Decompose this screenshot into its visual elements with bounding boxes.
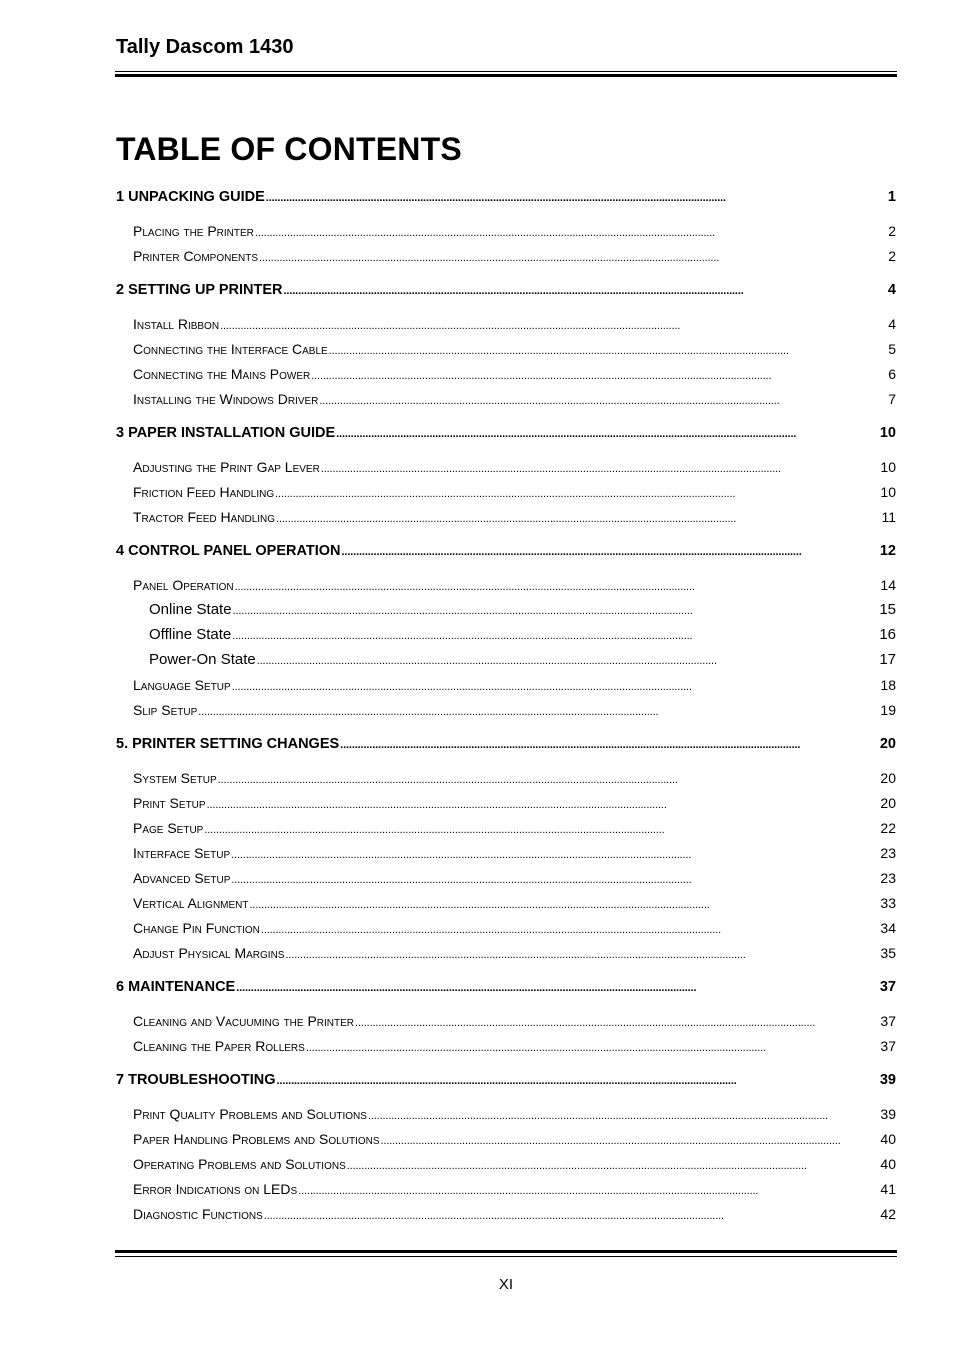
toc-entry-title: Connecting the Interface Cable	[133, 341, 328, 357]
toc-entry[interactable]	[133, 919, 896, 939]
toc-entry-page-number: 23	[880, 870, 896, 886]
toc-entry-title: 6 MAINTENANCE	[116, 979, 236, 995]
toc-entry-page-number: 5	[888, 341, 896, 357]
toc-entry[interactable]	[133, 1012, 896, 1032]
toc-entry-title: Cleaning the Paper Rollers	[133, 1038, 305, 1054]
toc-dot-leader	[264, 1207, 880, 1225]
toc-entry-title: System Setup	[133, 770, 217, 786]
toc-chapter-entry[interactable]	[116, 735, 896, 754]
toc-entry-page-number: 37	[880, 1038, 896, 1054]
toc-chapter-entry[interactable]	[116, 1071, 896, 1090]
toc-entry-title: Install Ribbon	[133, 316, 220, 332]
toc-dot-leader	[236, 979, 879, 997]
toc-entry[interactable]	[133, 1180, 896, 1200]
toc-entry-page-number: 10	[879, 425, 896, 441]
toc-dot-leader	[235, 578, 880, 596]
toc-entry-page-number: 23	[880, 845, 896, 861]
footer-page-number: XI	[498, 1276, 514, 1293]
toc-dot-leader	[266, 189, 887, 207]
toc-entry-title: Printer Components	[133, 248, 259, 264]
toc-dot-leader	[368, 1107, 879, 1125]
toc-entry-page-number: 17	[879, 651, 896, 668]
toc-entry-page-number: 19	[880, 702, 896, 718]
toc-entry-title: Connecting the Mains Power	[133, 366, 311, 382]
toc-dot-leader	[220, 317, 887, 335]
toc-entry-title: Cleaning and Vacuuming the Printer	[133, 1013, 355, 1029]
toc-dot-leader	[319, 392, 887, 410]
toc-entry-page-number: 34	[880, 920, 896, 936]
toc-entry[interactable]	[133, 576, 896, 596]
toc-entry-title: Vertical Alignment	[133, 895, 249, 911]
toc-entry[interactable]	[149, 601, 896, 620]
toc-entry[interactable]	[133, 1037, 896, 1057]
toc-entry[interactable]	[133, 458, 896, 478]
toc-dot-leader	[250, 896, 880, 914]
toc-entry[interactable]	[133, 1205, 896, 1225]
toc-dot-leader	[277, 1072, 879, 1090]
toc-entry-title: Error Indications on LEDs	[133, 1181, 298, 1197]
toc-dot-leader	[231, 846, 879, 864]
toc-dot-leader	[298, 1182, 879, 1200]
toc-entry[interactable]	[133, 844, 896, 864]
toc-dot-leader	[257, 652, 879, 670]
toc-entry-page-number: 12	[879, 543, 896, 559]
header-rule-thin	[115, 71, 897, 72]
running-header-title: Tally Dascom 1430	[116, 36, 294, 58]
toc-dot-leader	[342, 543, 879, 561]
toc-entry-page-number: 40	[880, 1131, 896, 1147]
toc-entry-page-number: 4	[888, 316, 896, 332]
toc-entry[interactable]	[133, 869, 896, 889]
toc-entry-page-number: 14	[880, 577, 896, 593]
toc-entry[interactable]	[133, 1130, 896, 1150]
toc-entry[interactable]	[133, 701, 896, 721]
toc-entry[interactable]	[133, 794, 896, 814]
toc-entry-title: Paper Handling Problems and Solutions	[133, 1131, 380, 1147]
toc-entry-title: Print Setup	[133, 795, 206, 811]
toc-entry[interactable]	[133, 247, 896, 267]
toc-entry[interactable]	[133, 340, 896, 360]
toc-entry-title: 1 UNPACKING GUIDE	[116, 189, 265, 205]
toc-entry-page-number: 18	[880, 677, 896, 693]
toc-dot-leader	[255, 224, 887, 242]
toc-entry-page-number: 10	[880, 484, 896, 500]
toc-entry-page-number: 35	[880, 945, 896, 961]
toc-entry-page-number: 33	[880, 895, 896, 911]
toc-entry-title: Friction Feed Handling	[133, 484, 275, 500]
toc-entry-title: 2 SETTING UP PRINTER	[116, 282, 283, 298]
toc-entry-title: Language Setup	[133, 677, 231, 693]
toc-entry-title: Offline State	[149, 626, 232, 643]
toc-entry[interactable]	[133, 508, 896, 528]
toc-entry-page-number: 6	[888, 366, 896, 382]
toc-chapter-entry[interactable]	[116, 424, 896, 443]
toc-entry-page-number: 20	[880, 795, 896, 811]
footer-rule-thick	[115, 1250, 897, 1253]
toc-entry-title: Panel Operation	[133, 577, 234, 593]
toc-entry-title: Operating Problems and Solutions	[133, 1156, 346, 1172]
toc-entry[interactable]	[133, 819, 896, 839]
toc-entry-title: Adjust Physical Margins	[133, 945, 285, 961]
toc-entry-title: Power-On State	[149, 651, 256, 668]
toc-entry-page-number: 42	[880, 1206, 896, 1222]
toc-entry-title: Change Pin Function	[133, 920, 260, 936]
footer-rule-thin	[115, 1256, 897, 1257]
toc-dot-leader	[218, 771, 880, 789]
toc-entry[interactable]	[133, 222, 896, 242]
toc-entry-title: Online State	[149, 601, 232, 618]
toc-entry[interactable]	[149, 626, 896, 645]
toc-entry-page-number: 7	[888, 391, 896, 407]
toc-entry-page-number: 20	[879, 736, 896, 752]
toc-dot-leader	[321, 460, 880, 478]
toc-chapter-entry[interactable]	[116, 542, 896, 561]
toc-dot-leader	[284, 282, 887, 300]
toc-entry[interactable]	[133, 1105, 896, 1125]
toc-dot-leader	[336, 425, 879, 443]
toc-entry-title: Tractor Feed Handling	[133, 509, 276, 525]
toc-entry-title: Placing the Printer	[133, 223, 254, 239]
toc-chapter-entry[interactable]	[116, 281, 896, 300]
toc-entry-page-number: 15	[879, 601, 896, 618]
toc-entry[interactable]	[133, 315, 896, 335]
toc-entry-page-number: 2	[888, 223, 896, 239]
toc-entry-page-number: 39	[880, 1106, 896, 1122]
toc-entry[interactable]	[133, 944, 896, 964]
toc-dot-leader	[204, 821, 879, 839]
toc-dot-leader	[340, 736, 879, 754]
toc-entry-title: 7 TROUBLESHOOTING	[116, 1072, 276, 1088]
toc-dot-leader	[207, 796, 880, 814]
toc-entry-title: 3 PAPER INSTALLATION GUIDE	[116, 425, 336, 441]
toc-entry[interactable]	[133, 365, 896, 385]
toc-entry-page-number: 11	[881, 509, 896, 525]
toc-entry-title: 4 CONTROL PANEL OPERATION	[116, 543, 341, 559]
toc-entry-title: Advanced Setup	[133, 870, 231, 886]
toc-entry-title: Installing the Windows Driver	[133, 391, 319, 407]
header-rule-thick	[115, 74, 897, 77]
toc-dot-leader	[347, 1157, 880, 1175]
toc-chapter-entry[interactable]	[116, 978, 896, 997]
toc-entry-title: Adjusting the Print Gap Lever	[133, 459, 320, 475]
toc-entry[interactable]	[149, 651, 896, 670]
toc-heading: TABLE OF CONTENTS	[116, 131, 462, 167]
toc-entry[interactable]	[133, 390, 896, 410]
toc-entry[interactable]	[133, 1155, 896, 1175]
toc-dot-leader	[232, 678, 880, 696]
toc-entry-page-number: 41	[880, 1181, 896, 1197]
toc-dot-leader	[276, 510, 880, 528]
toc-entry-page-number: 4	[887, 282, 896, 298]
toc-entry-title: Page Setup	[133, 820, 204, 836]
toc-entry[interactable]	[133, 769, 896, 789]
toc-dot-leader	[381, 1132, 880, 1150]
toc-entry-title: Interface Setup	[133, 845, 231, 861]
toc-dot-leader	[232, 627, 878, 645]
toc-dot-leader	[259, 249, 887, 267]
toc-dot-leader	[285, 946, 879, 964]
toc-entry-title: 5. PRINTER SETTING CHANGES	[116, 736, 340, 752]
toc-entry-title: Slip Setup	[133, 702, 198, 718]
toc-dot-leader	[233, 602, 879, 620]
toc-entry[interactable]	[133, 894, 896, 914]
toc-entry-page-number: 20	[880, 770, 896, 786]
toc-entry-page-number: 10	[880, 459, 896, 475]
toc-entry-page-number: 22	[880, 820, 896, 836]
toc-entry-page-number: 2	[888, 248, 896, 264]
toc-dot-leader	[198, 703, 879, 721]
toc-entry-page-number: 40	[880, 1156, 896, 1172]
toc-chapter-entry[interactable]	[116, 188, 896, 207]
toc-entry-title: Diagnostic Functions	[133, 1206, 263, 1222]
toc-entry[interactable]	[133, 676, 896, 696]
toc-entry-page-number: 37	[880, 1013, 896, 1029]
toc-dot-leader	[306, 1039, 880, 1057]
toc-entry-page-number: 1	[887, 189, 896, 205]
toc-dot-leader	[275, 485, 879, 503]
toc-dot-leader	[231, 871, 879, 889]
toc-dot-leader	[261, 921, 880, 939]
toc-entry-page-number: 16	[879, 626, 896, 643]
toc-entry-page-number: 39	[879, 1072, 896, 1088]
toc-dot-leader	[355, 1014, 879, 1032]
toc-entry-title: Print Quality Problems and Solutions	[133, 1106, 367, 1122]
toc-entry-page-number: 37	[879, 979, 896, 995]
toc-dot-leader	[329, 342, 888, 360]
toc-dot-leader	[311, 367, 887, 385]
toc-entry[interactable]	[133, 483, 896, 503]
